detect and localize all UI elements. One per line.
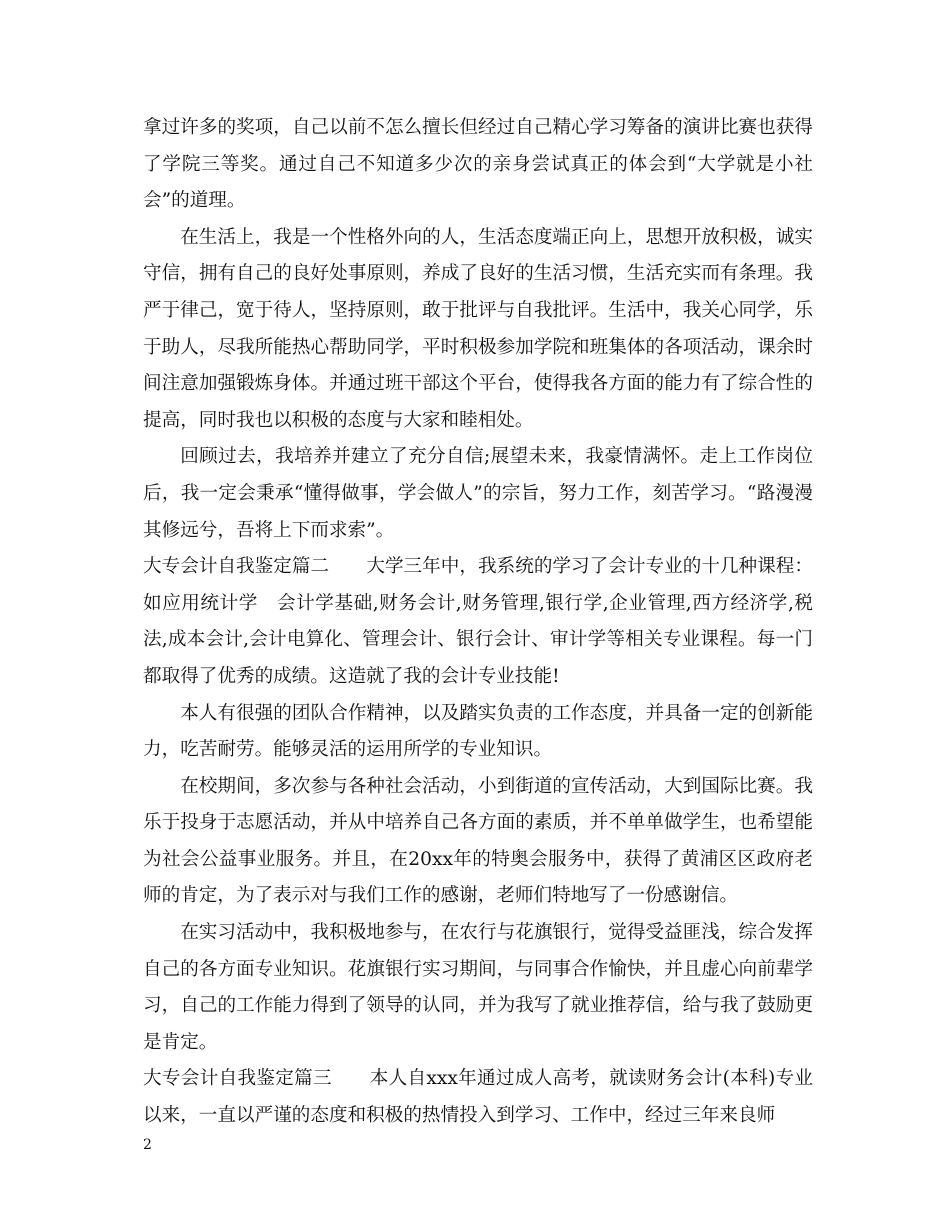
document-body xyxy=(143,110,813,1135)
paragraph-awards: 拿过许多的奖项，自己以前不怎么擅长但经过自己精心学习筹备的演讲比赛也获得了学院三等奖。通过自己不知道多少次的亲身尝试真正的体会到“大学就是小社会”的道理。 xyxy=(143,117,813,212)
paragraph-internship: 在实习活动中，我积极地参与，在农行与花旗银行，觉得受益匪浅，综合发挥自己的各方面专业知识。花旗银行实习期间，与同事合作愉快，并且虚心向前辈学习，自己的工作能力得到了领导的认同，并为我写了就业推荐信，给与我了鼓励更是肯定。 xyxy=(143,922,813,1053)
paragraph-life: 在生活上，我是一个性格外向的人，生活态度端正向上，思想开放积极，诚实守信，拥有自己的良好处事原则，养成了良好的生活习惯，生活充实而有条理。我严于律己，宽于待人，坚持原则，敢于批评与自我批评。生活中，我关心同学，乐于助人，尽我所能热心帮助同学，平时积极参加学院和班集体的各项活动，课余时间注意加强锻炼身体。并通过班干部这个平台，使得我各方面的能力有了综合性的提高，同时我也以积极的态度与大家和睦相处。 xyxy=(143,226,813,431)
paragraph-teamwork: 本人有很强的团队合作精神，以及踏实负责的工作态度，并具备一定的创新能力，吃苦耐劳。能够灵活的运用所学的专业知识。 xyxy=(143,702,813,761)
paragraph-section-three: 大专会计自我鉴定篇三 本人自xxx年通过成人高考，就读财务会计(本科)专业以来，一直以严谨的态度和积极的热情投入到学习、工作中，经过三年来良师 xyxy=(143,1068,813,1127)
paragraph-review: 回顾过去，我培养并建立了充分自信;展望未来，我豪情满怀。走上工作岗位后，我一定会秉承“懂得做事，学会做人”的宗旨，努力工作，刻苦学习。“路漫漫其修远兮，吾将上下而求索”。 xyxy=(143,446,813,541)
paragraph-section-two: 大专会计自我鉴定篇二 大学三年中，我系统的学习了会计专业的十几种课程：如应用统计学 会计学基础,财务会计,财务管理,银行学,企业管理,西方经济学,税法,成本会计,会计电算化、管理会计、银行会计、审计学等相关专业课程。每一门都取得了优秀的成绩。这造就了我的会计专业技能! xyxy=(143,556,813,687)
paragraph-activities: 在校期间，多次参与各种社会活动，小到街道的宣传活动，大到国际比赛。我乐于投身于志愿活动，并从中培养自己各方面的素质，并不单单做学生，也希望能为社会公益事业服务。并且，在20xx年的特奥会服务中，获得了黄浦区区政府老师的肯定，为了表示对与我们工作的感谢，老师们特地写了一份感谢信。 xyxy=(143,775,813,907)
page-number: 2 xyxy=(143,1137,152,1153)
